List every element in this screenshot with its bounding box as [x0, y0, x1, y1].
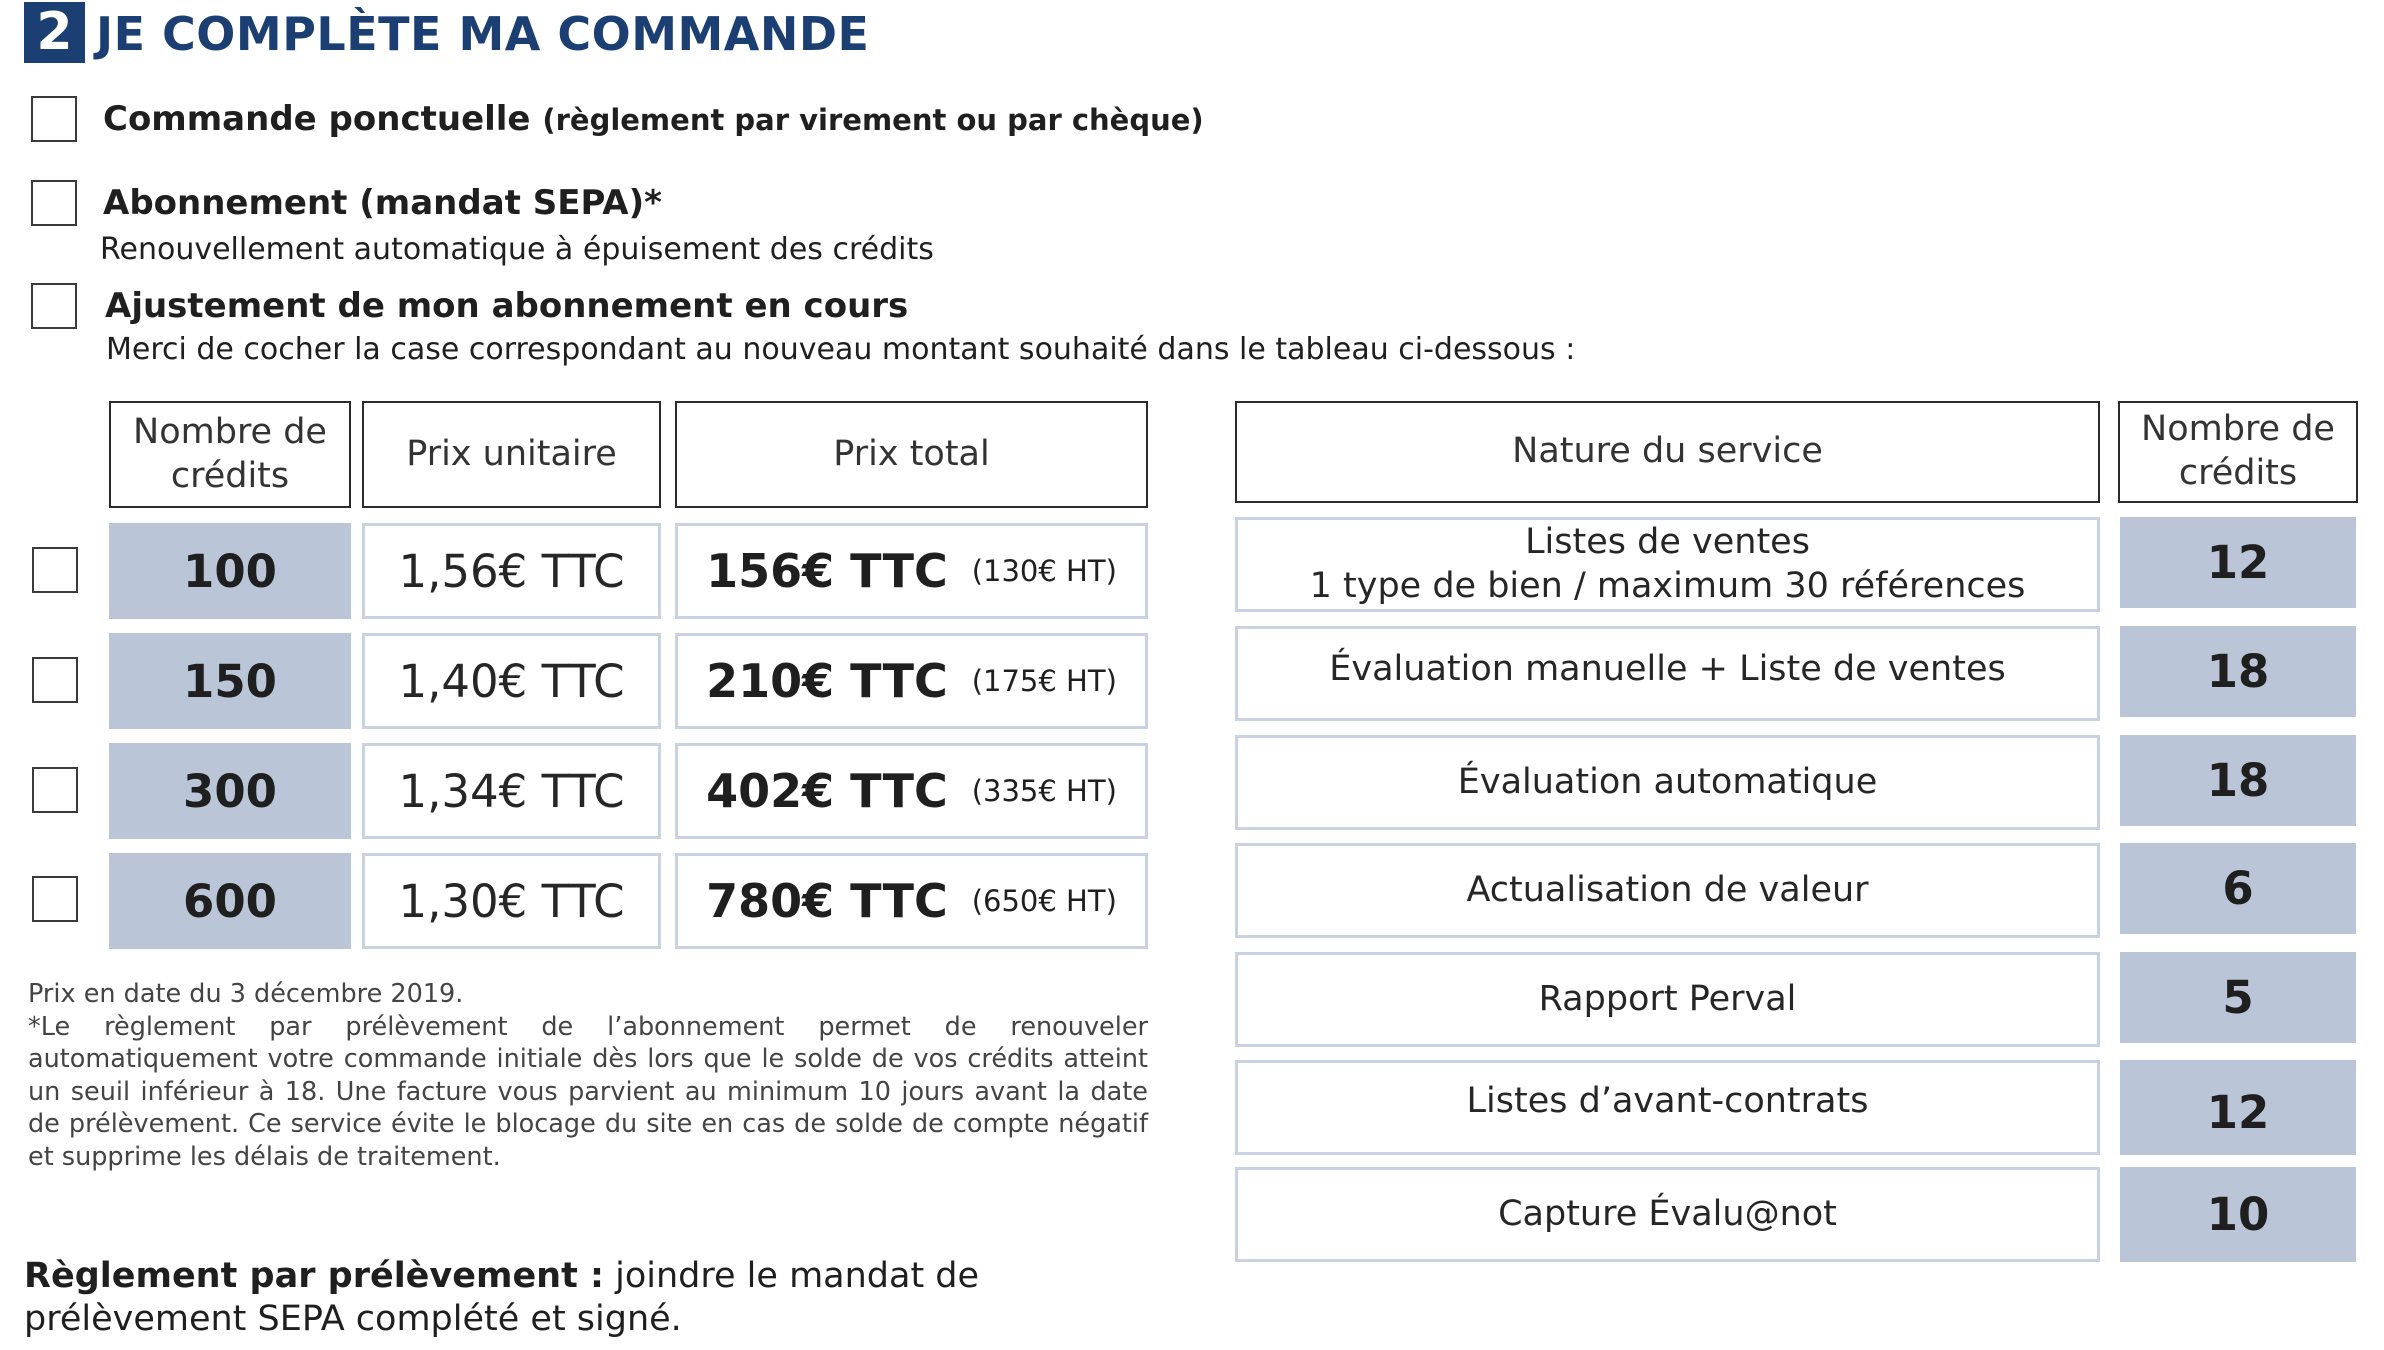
- option-ajustement: Ajustement de mon abonnement en cours: [105, 286, 909, 326]
- service-row-credits: 12: [2120, 517, 2356, 608]
- price-row-credits: 300: [109, 743, 351, 839]
- total-ht: (130€ HT): [971, 554, 1117, 588]
- price-row-credits: 100: [109, 523, 351, 619]
- price-row-total: [675, 743, 1148, 839]
- service-row-credits: 5: [2120, 952, 2356, 1043]
- option-commande-ponctuelle: [103, 96, 1204, 143]
- sepa-footnote: *Le règlement par prélèvement de l’abonnement permet de renouveler automatiquement votre commande initiale dès lors que le solde de vos crédits atteint un seuil inférieur à 18. Une facture vous parvient au minimum 10 jours avant la date de prélèvement. Ce service évite le blocage du site en cas de solde de compte négatif et supprime les délais de traitement.: [28, 1011, 1148, 1172]
- service-row-nature: Listes d’avant-contrats: [1235, 1060, 2100, 1155]
- service-row-credits: 12: [2120, 1060, 2356, 1155]
- service-row-nature: Évaluation manuelle + Liste de ventes: [1235, 626, 2100, 721]
- service-header-credits: Nombre de crédits: [2118, 401, 2358, 503]
- total-ht: (650€ HT): [971, 884, 1117, 918]
- option-detail: (règlement par virement ou par chèque): [542, 103, 1204, 137]
- checkbox-credits-100[interactable]: [32, 547, 78, 593]
- price-row-total: [675, 853, 1148, 949]
- service-row-nature: Évaluation automatique: [1235, 735, 2100, 830]
- service-row-nature: Rapport Perval: [1235, 952, 2100, 1047]
- price-row-unit: 1,30€ TTC: [362, 853, 661, 949]
- section-title: JE COMPLÈTE MA COMMANDE: [96, 7, 870, 61]
- payment-note-label: Règlement par prélèvement :: [24, 1256, 605, 1296]
- total-ht: (175€ HT): [971, 664, 1117, 698]
- total-ttc: 780€ TTC: [706, 874, 948, 928]
- checkbox-credits-150[interactable]: [32, 657, 78, 703]
- service-line1: Listes de ventes: [1525, 521, 1810, 562]
- service-row-credits: 18: [2120, 626, 2356, 717]
- total-ttc: 156€ TTC: [706, 544, 948, 598]
- price-header-total: Prix total: [675, 401, 1148, 508]
- price-date-note: Prix en date du 3 décembre 2019.: [28, 979, 464, 1009]
- checkbox-commande-ponctuelle[interactable]: [31, 96, 77, 142]
- option-ajustement-description: Merci de cocher la case correspondant au nouveau montant souhaité dans le tableau ci-dessous :: [106, 332, 1576, 367]
- price-header-credits: Nombre de crédits: [109, 401, 351, 508]
- total-ttc: 210€ TTC: [706, 654, 948, 708]
- option-abonnement: Abonnement (mandat SEPA)*: [103, 183, 662, 223]
- service-header-nature: Nature du service: [1235, 401, 2100, 503]
- checkbox-abonnement[interactable]: [31, 180, 77, 226]
- option-abonnement-description: Renouvellement automatique à épuisement des crédits: [100, 232, 934, 267]
- total-ttc: 402€ TTC: [706, 764, 948, 818]
- payment-note-text: joindre le mandat de prélèvement SEPA complété et signé.: [24, 1256, 980, 1339]
- service-row-nature: [1235, 517, 2100, 612]
- service-row-credits: 18: [2120, 735, 2356, 826]
- service-line2: 1 type de bien / maximum 30 références: [1309, 565, 2026, 606]
- price-header-unit: Prix unitaire: [362, 401, 661, 508]
- price-row-unit: 1,56€ TTC: [362, 523, 661, 619]
- price-row-unit: 1,34€ TTC: [362, 743, 661, 839]
- checkbox-ajustement[interactable]: [31, 283, 77, 329]
- price-row-credits: 600: [109, 853, 351, 949]
- checkbox-credits-300[interactable]: [32, 767, 78, 813]
- service-row-credits: 10: [2120, 1167, 2356, 1262]
- service-row-credits: 6: [2120, 843, 2356, 934]
- option-title: Commande ponctuelle: [103, 99, 531, 139]
- price-row-unit: 1,40€ TTC: [362, 633, 661, 729]
- total-ht: (335€ HT): [971, 774, 1117, 808]
- price-row-total: [675, 523, 1148, 619]
- service-row-nature: Capture Évalu@not: [1235, 1167, 2100, 1262]
- step-number-badge: 2: [24, 2, 85, 63]
- price-row-credits: 150: [109, 633, 351, 729]
- price-row-total: [675, 633, 1148, 729]
- payment-note: [24, 1255, 1184, 1341]
- price-notes: [28, 978, 1148, 1173]
- service-row-nature: Actualisation de valeur: [1235, 843, 2100, 938]
- checkbox-credits-600[interactable]: [32, 876, 78, 922]
